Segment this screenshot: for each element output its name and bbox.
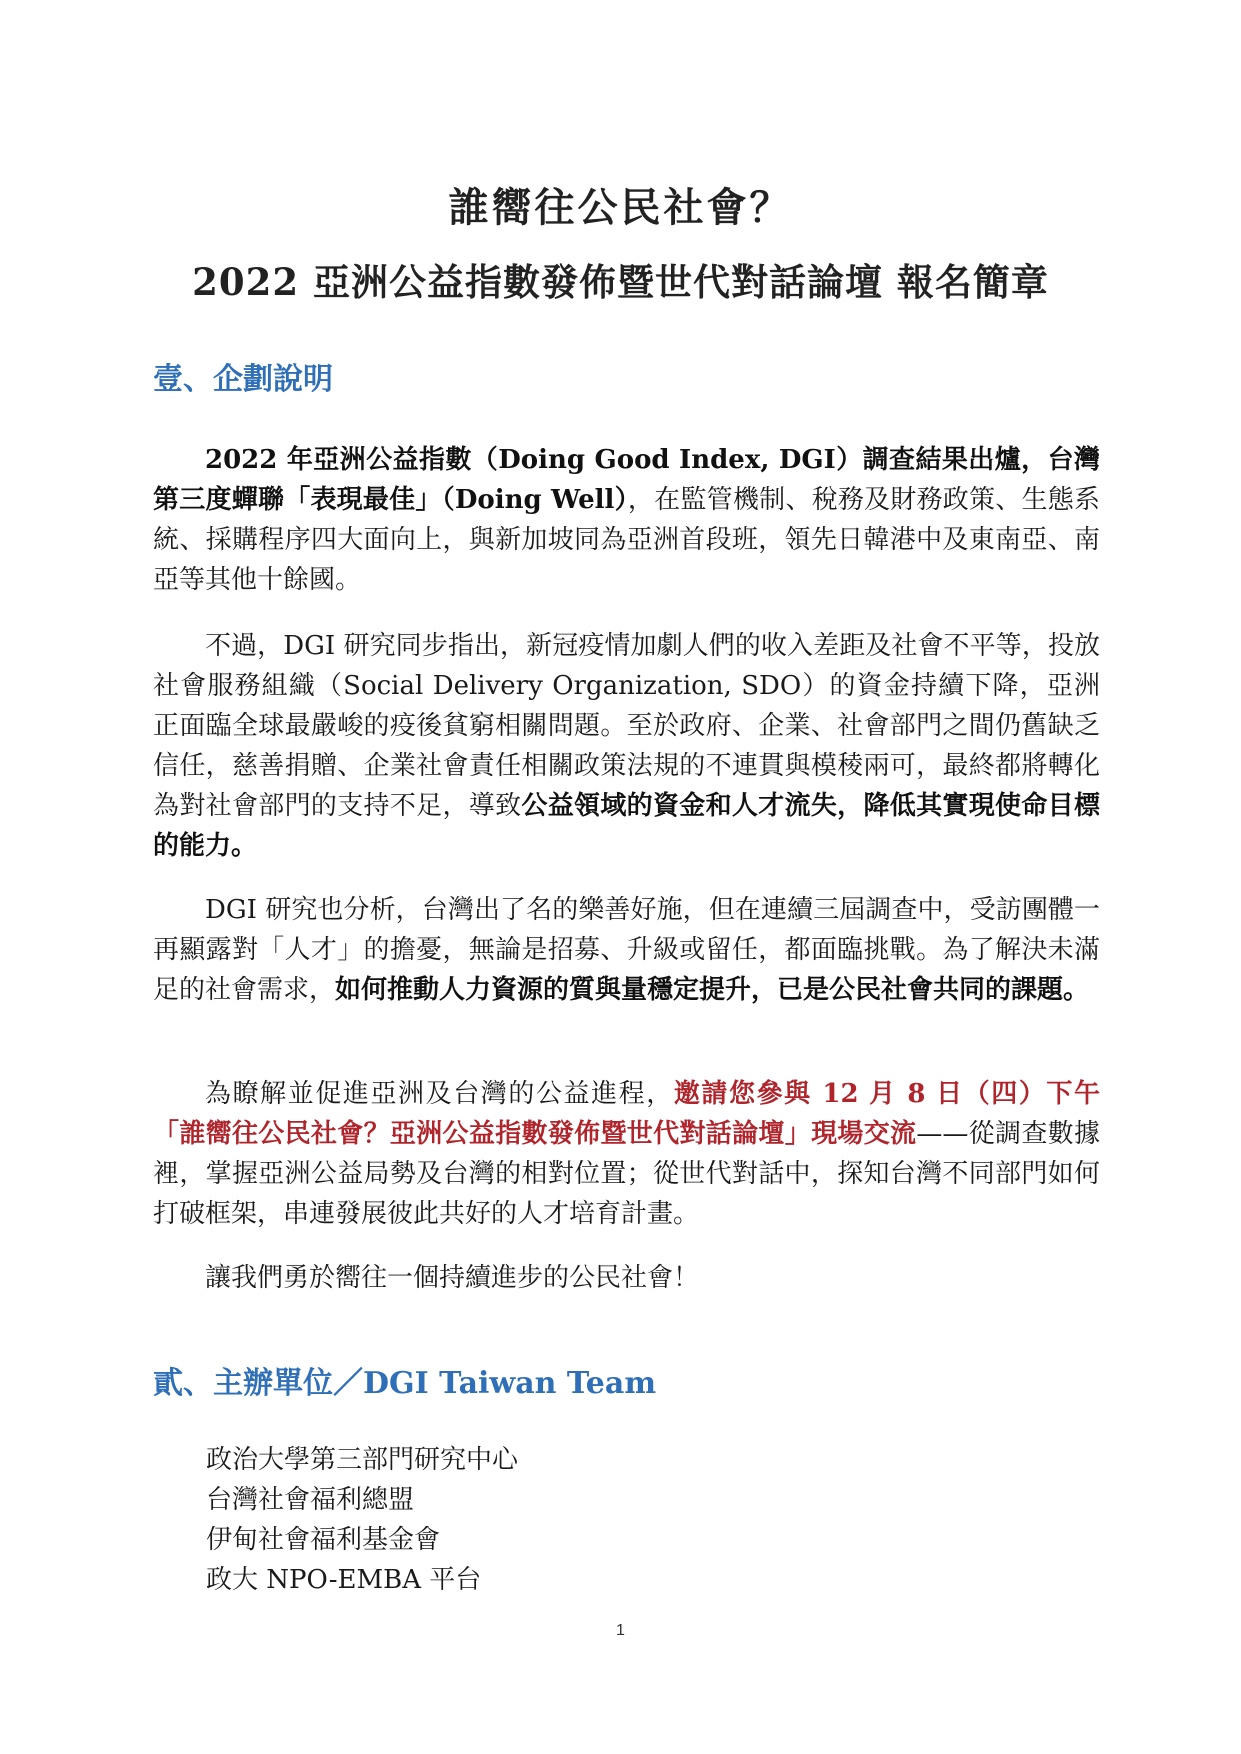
emphasis-text: 2022 年亞洲公益指數（Doing Good Index, DGI）調查結果出爐，台灣第三度蟬聯「表現最佳」（Doing Well） (153, 445, 1100, 515)
body-text: ，在監管機制、稅務及財務政策、生態系統、採購程序四大面向上，與新加坡同為亞洲首段班，領先日韓港中及東南亞、南亞等其他十餘國。 (153, 485, 1100, 595)
emphasis-text: 公益領域的資金和人才流失，降低其實現使命目標的能力。 (153, 791, 1100, 861)
paragraph-closing: 讓我們勇於嚮往一個持續進步的公民社會！ (205, 1263, 700, 1293)
document-subtitle: 2022 亞洲公益指數發佈暨世代對話論壇 報名簡章 (192, 260, 1049, 304)
body-text: DGI 研究也分析，台灣出了名的樂善好施，但在連續三屆調查中，受訪團體一再顯露對「人才」的擔憂，無論是招募、升級或留任，都面臨挑戰。為了解決未滿足的社會需求， (153, 895, 1100, 1005)
organizer-item: 伊甸社會福利基金會 (206, 1525, 441, 1555)
body-text: 不過，DGI 研究同步指出，新冠疫情加劇人們的收入差距及社會不平等，投放社會服務組織（Social Delivery Organization, SDO）的資金持續下降，亞洲正面臨全球最嚴峻的疫後貧窮相關問題。至於政府、企業、社會部門之間仍舊缺乏信任，慈善捐贈、企業社會責任相關政策法規的不連貫與模稜兩可，最終都將轉化為對社會部門的支持不足，導致 (153, 631, 1100, 821)
page-number: 1 (616, 1622, 625, 1639)
section-heading-organizers: 貳、主辦單位／DGI Taiwan Team (153, 1366, 657, 1401)
paragraph-challenges (153, 626, 1100, 866)
paragraph-invitation (153, 1074, 1100, 1234)
document-title: 誰嚮往公民社會？ (448, 184, 793, 231)
section-heading-planning: 壹、企劃說明 (153, 362, 333, 397)
paragraph-dgi-results (153, 440, 1100, 600)
highlight-text: 邀請您參與 12 月 8 日（四）下午「誰嚮往公民社會？亞洲公益指數發佈暨世代對話論壇」現場交流 (153, 1079, 1100, 1149)
organizer-item: 台灣社會福利總盟 (206, 1485, 415, 1515)
emphasis-text: 如何推動人力資源的質與量穩定提升，已是公民社會共同的課題。 (335, 975, 1090, 1005)
organizer-item: 政治大學第三部門研究中心 (206, 1445, 519, 1475)
paragraph-talent (153, 890, 1100, 1010)
organizer-item: 政大 NPO-EMBA 平台 (206, 1565, 482, 1595)
organizer-list (206, 1440, 518, 1600)
body-text: 為瞭解並促進亞洲及台灣的公益進程， (205, 1079, 674, 1109)
body-text: ——從調查數據裡，掌握亞洲公益局勢及台灣的相對位置；從世代對話中，探知台灣不同部門如何打破框架，串連發展彼此共好的人才培育計畫。 (153, 1119, 1100, 1229)
